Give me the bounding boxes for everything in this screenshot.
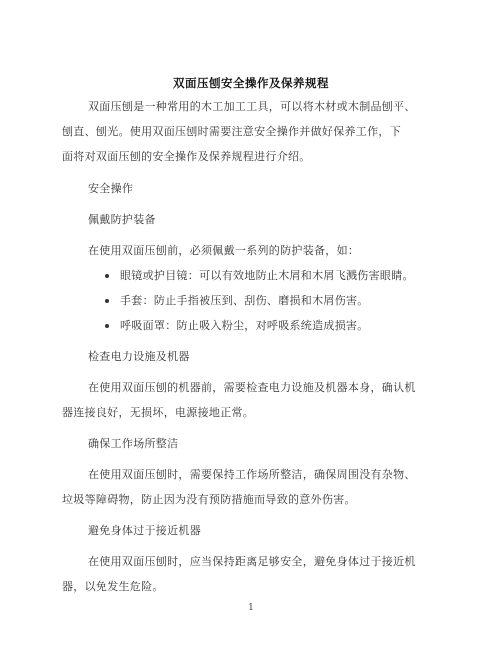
intro-line-1: 双面压刨是一种常用的木工加工工具，可以将木材或木制品刨平、 bbox=[88, 100, 416, 113]
list-item bbox=[120, 319, 369, 333]
sub4-line-1: 在使用双面压刨时，应当保持距离足够安全，避免身体过于接近机 bbox=[88, 555, 416, 568]
sub3-heading: 确保工作场所整洁 bbox=[88, 437, 179, 450]
bullet-text: 手套：防止手指被压到、刮伤、磨损和木屑伤害。 bbox=[120, 294, 369, 307]
sub3-line-1: 在使用双面压刨时，需要保持工作场所整洁，确保周围没有杂物、 bbox=[88, 468, 416, 481]
document-title: 双面压刨安全操作及保养规程 bbox=[173, 76, 329, 90]
bullet-text: 呼吸面罩：防止吸入粉尘，对呼吸系统造成损害。 bbox=[120, 319, 369, 332]
intro-line-3: 面将对双面压刨的安全操作及保养规程进行介绍。 bbox=[62, 150, 311, 163]
list-item bbox=[120, 294, 369, 308]
sub2-line-2: 器连接良好，无损坏，电源接地正常。 bbox=[62, 406, 255, 419]
sub4-heading: 避免身体过于接近机器 bbox=[88, 524, 201, 537]
section-title: 安全操作 bbox=[88, 182, 134, 195]
bullet-text: 眼镜或护目镜：可以有效地防止木屑和木屑飞溅伤害眼睛。 bbox=[120, 269, 414, 282]
bullet-icon bbox=[105, 324, 109, 328]
sub2-line-1: 在使用双面压刨的机器前，需要检查电力设施及机器本身，确认机 bbox=[88, 381, 416, 394]
list-item bbox=[120, 269, 414, 283]
sub3-line-2: 垃圾等障碍物，防止因为没有预防措施而导致的意外伤害。 bbox=[62, 493, 356, 506]
intro-line-2: 刨直、刨光。使用双面压刨时需要注意安全操作并做好保养工作，下 bbox=[62, 125, 401, 138]
sub1-heading: 佩戴防护装备 bbox=[88, 213, 156, 226]
bullet-icon bbox=[105, 299, 109, 303]
sub2-heading: 检查电力设施及机器 bbox=[88, 350, 190, 363]
sub4-line-2: 器，以免发生危险。 bbox=[62, 580, 164, 593]
page-number: 1 bbox=[248, 603, 254, 613]
sub1-text: 在使用双面压刨前，必须佩戴一系列的防护装备，如： bbox=[88, 244, 360, 257]
bullet-icon bbox=[105, 274, 109, 278]
